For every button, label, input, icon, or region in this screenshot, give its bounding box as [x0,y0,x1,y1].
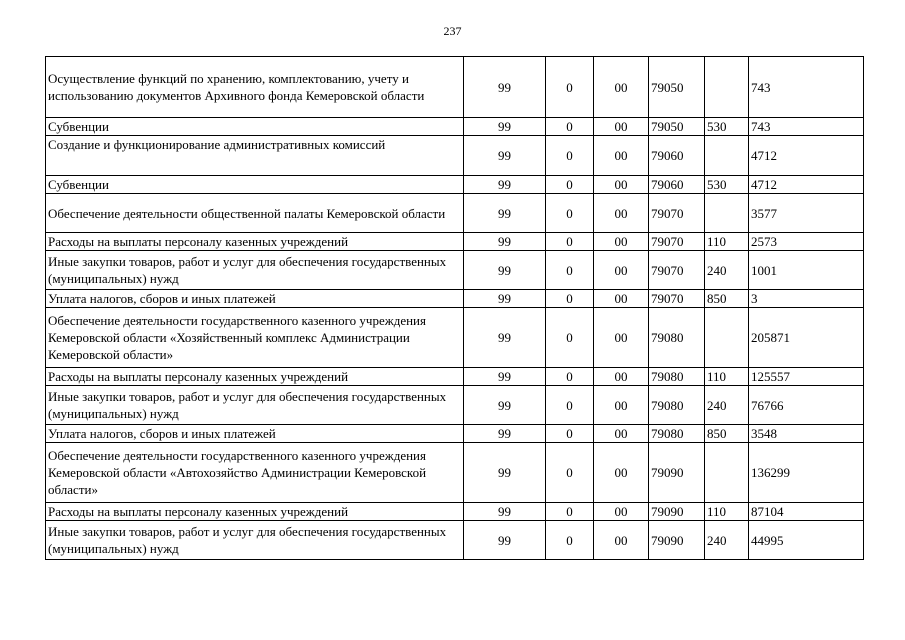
row-code-e-cell: 240 [705,521,749,560]
row-amount-cell: 2573 [749,233,864,251]
row-amount-cell: 4712 [749,176,864,194]
row-amount-cell: 136299 [749,443,864,503]
table-row [46,308,864,368]
row-code-c-cell: 00 [594,308,649,368]
row-amount-cell: 3577 [749,194,864,233]
row-code-c-cell: 00 [594,176,649,194]
row-code-b-cell: 0 [546,233,594,251]
row-code-b-cell: 0 [546,443,594,503]
row-code-d-cell: 79090 [649,443,705,503]
row-name-cell: Субвенции [46,118,464,136]
table-row [46,233,864,251]
row-amount-cell: 125557 [749,368,864,386]
row-code-e-cell: 240 [705,251,749,290]
table-row [46,118,864,136]
row-name-cell: Иные закупки товаров, работ и услуг для обеспечения государственных (муниципальных) нужд [46,521,464,560]
row-code-c-cell: 00 [594,290,649,308]
row-code-d-cell: 79070 [649,251,705,290]
row-code-c-cell: 00 [594,521,649,560]
row-code-a-cell: 99 [464,503,546,521]
row-amount-cell: 87104 [749,503,864,521]
table-row [46,386,864,425]
row-amount-cell: 743 [749,57,864,118]
row-name-cell: Создание и функционирование административных комиссий [46,136,464,176]
table-row [46,176,864,194]
row-code-d-cell: 79080 [649,386,705,425]
row-code-d-cell: 79060 [649,176,705,194]
row-code-b-cell: 0 [546,176,594,194]
row-amount-cell: 1001 [749,251,864,290]
row-code-c-cell: 00 [594,425,649,443]
row-amount-cell: 3548 [749,425,864,443]
row-code-b-cell: 0 [546,425,594,443]
row-code-a-cell: 99 [464,290,546,308]
table-row [46,136,864,176]
table-row [46,57,864,118]
row-code-a-cell: 99 [464,251,546,290]
row-code-b-cell: 0 [546,521,594,560]
row-code-a-cell: 99 [464,57,546,118]
row-code-a-cell: 99 [464,176,546,194]
row-code-e-cell [705,443,749,503]
row-code-b-cell: 0 [546,368,594,386]
table-row [46,194,864,233]
row-code-a-cell: 99 [464,118,546,136]
row-name-cell: Обеспечение деятельности государственного казенного учреждения Кемеровской области «Хозяйственный комплекс Администрации Кемеровской области» [46,308,464,368]
row-code-d-cell: 79060 [649,136,705,176]
row-amount-cell: 743 [749,118,864,136]
row-code-b-cell: 0 [546,386,594,425]
row-code-b-cell: 0 [546,308,594,368]
row-code-a-cell: 99 [464,136,546,176]
row-code-e-cell [705,57,749,118]
row-amount-cell: 4712 [749,136,864,176]
row-code-a-cell: 99 [464,425,546,443]
row-amount-cell: 76766 [749,386,864,425]
row-code-b-cell: 0 [546,57,594,118]
row-code-e-cell: 110 [705,233,749,251]
row-code-c-cell: 00 [594,368,649,386]
row-code-d-cell: 79080 [649,368,705,386]
row-code-b-cell: 0 [546,290,594,308]
table-row [46,521,864,560]
row-amount-cell: 3 [749,290,864,308]
page-number: 237 [443,24,462,38]
row-code-a-cell: 99 [464,194,546,233]
row-code-a-cell: 99 [464,443,546,503]
row-code-c-cell: 00 [594,194,649,233]
row-amount-cell: 205871 [749,308,864,368]
row-code-a-cell: 99 [464,233,546,251]
row-name-cell: Обеспечение деятельности общественной палаты Кемеровской области [46,194,464,233]
row-code-c-cell: 00 [594,443,649,503]
row-name-cell: Иные закупки товаров, работ и услуг для обеспечения государственных (муниципальных) нужд [46,251,464,290]
row-code-c-cell: 00 [594,251,649,290]
row-code-d-cell: 79050 [649,57,705,118]
row-name-cell: Расходы на выплаты персоналу казенных учреждений [46,503,464,521]
table-row [46,425,864,443]
row-name-cell: Иные закупки товаров, работ и услуг для обеспечения государственных (муниципальных) нужд [46,386,464,425]
row-name-cell: Субвенции [46,176,464,194]
row-code-c-cell: 00 [594,57,649,118]
row-code-d-cell: 79090 [649,503,705,521]
row-code-b-cell: 0 [546,194,594,233]
row-code-e-cell: 850 [705,425,749,443]
table-row [46,251,864,290]
row-code-d-cell: 79080 [649,308,705,368]
row-code-e-cell [705,136,749,176]
row-code-a-cell: 99 [464,308,546,368]
row-code-e-cell: 530 [705,176,749,194]
row-code-d-cell: 79070 [649,290,705,308]
row-code-c-cell: 00 [594,118,649,136]
row-code-a-cell: 99 [464,521,546,560]
row-code-e-cell: 530 [705,118,749,136]
row-code-a-cell: 99 [464,386,546,425]
row-code-c-cell: 00 [594,386,649,425]
row-code-e-cell [705,194,749,233]
row-code-a-cell: 99 [464,368,546,386]
row-code-c-cell: 00 [594,136,649,176]
row-code-d-cell: 79090 [649,521,705,560]
row-code-c-cell: 00 [594,503,649,521]
table-row [46,443,864,503]
table-row [46,368,864,386]
row-code-d-cell: 79080 [649,425,705,443]
row-name-cell: Уплата налогов, сборов и иных платежей [46,290,464,308]
row-code-c-cell: 00 [594,233,649,251]
row-code-e-cell: 850 [705,290,749,308]
table-row [46,290,864,308]
row-code-b-cell: 0 [546,503,594,521]
row-name-cell: Осуществление функций по хранению, комплектованию, учету и использованию документов Архивного фонда Кемеровской области [46,57,464,118]
row-name-cell: Расходы на выплаты персоналу казенных учреждений [46,233,464,251]
row-code-e-cell [705,308,749,368]
row-name-cell: Уплата налогов, сборов и иных платежей [46,425,464,443]
row-name-cell: Обеспечение деятельности государственного казенного учреждения Кемеровской области «Автохозяйство Администрации Кемеровской области» [46,443,464,503]
row-code-e-cell: 240 [705,386,749,425]
row-code-b-cell: 0 [546,136,594,176]
budget-table [45,56,864,560]
row-code-b-cell: 0 [546,118,594,136]
row-name-cell: Расходы на выплаты персоналу казенных учреждений [46,368,464,386]
row-amount-cell: 44995 [749,521,864,560]
row-code-e-cell: 110 [705,503,749,521]
row-code-d-cell: 79070 [649,233,705,251]
row-code-e-cell: 110 [705,368,749,386]
row-code-d-cell: 79070 [649,194,705,233]
row-code-b-cell: 0 [546,251,594,290]
table-row [46,503,864,521]
row-code-d-cell: 79050 [649,118,705,136]
